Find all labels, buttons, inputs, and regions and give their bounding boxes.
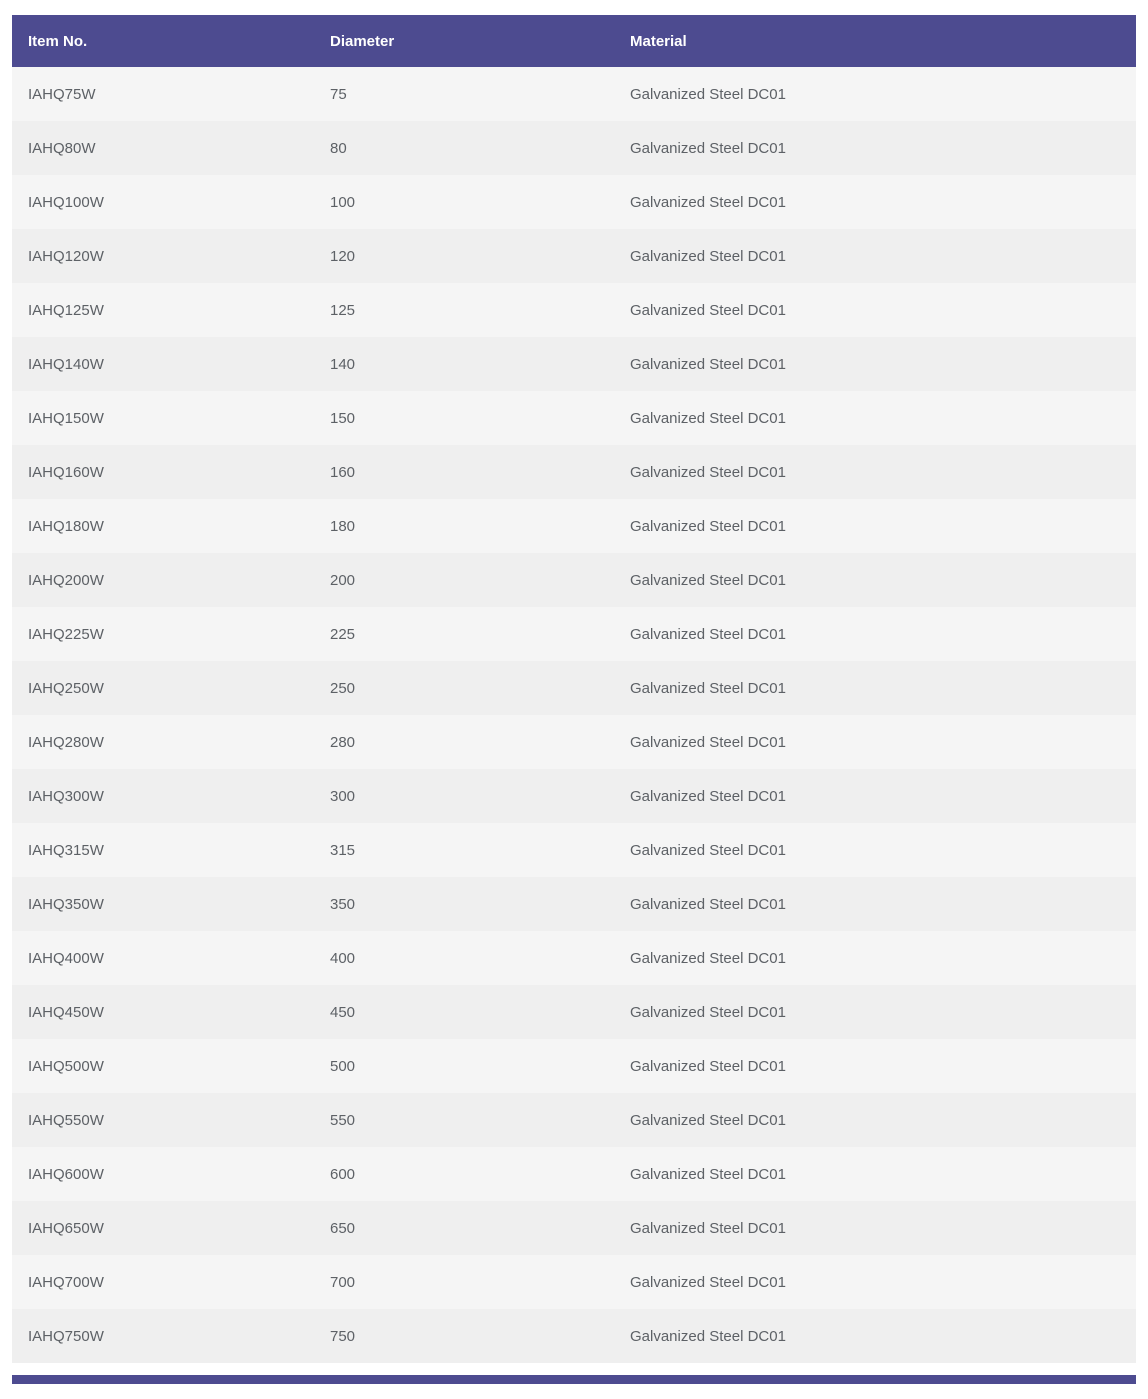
table-row <box>12 121 1136 175</box>
item-no-cell: IAHQ450W <box>12 985 314 1039</box>
diameter-cell: 315 <box>314 823 614 877</box>
diameter-cell: 750 <box>314 1309 614 1363</box>
material-cell: Galvanized Steel DC01 <box>614 769 1136 823</box>
item-no-cell: IAHQ80W <box>12 121 314 175</box>
table-row <box>12 283 1136 337</box>
diameter-cell: 450 <box>314 985 614 1039</box>
diameter-cell: 400 <box>314 931 614 985</box>
table-row <box>12 985 1136 1039</box>
item-no-cell: IAHQ350W <box>12 877 314 931</box>
table-row <box>12 769 1136 823</box>
table-row <box>12 1039 1136 1093</box>
material-cell: Galvanized Steel DC01 <box>614 715 1136 769</box>
material-cell: Galvanized Steel DC01 <box>614 1039 1136 1093</box>
material-cell: Galvanized Steel DC01 <box>614 1093 1136 1147</box>
item-no-cell: IAHQ100W <box>12 175 314 229</box>
material-cell: Galvanized Steel DC01 <box>614 283 1136 337</box>
material-cell: Galvanized Steel DC01 <box>614 391 1136 445</box>
item-no-cell: IAHQ700W <box>12 1255 314 1309</box>
material-cell: Galvanized Steel DC01 <box>614 1309 1136 1363</box>
material-cell: Galvanized Steel DC01 <box>614 445 1136 499</box>
material-cell: Galvanized Steel DC01 <box>614 661 1136 715</box>
material-cell: Galvanized Steel DC01 <box>614 985 1136 1039</box>
item-no-cell: IAHQ160W <box>12 445 314 499</box>
item-no-cell: IAHQ750W <box>12 1309 314 1363</box>
diameter-cell: 700 <box>314 1255 614 1309</box>
diameter-cell: 225 <box>314 607 614 661</box>
diameter-cell: 500 <box>314 1039 614 1093</box>
table-row <box>12 1147 1136 1201</box>
item-no-cell: IAHQ200W <box>12 553 314 607</box>
item-no-cell: IAHQ300W <box>12 769 314 823</box>
diameter-cell: 250 <box>314 661 614 715</box>
table-row <box>12 67 1136 121</box>
table-row <box>12 229 1136 283</box>
material-cell: Galvanized Steel DC01 <box>614 499 1136 553</box>
next-table-header-strip <box>12 1375 1136 1384</box>
table-row <box>12 931 1136 985</box>
table-row <box>12 661 1136 715</box>
item-no-cell: IAHQ315W <box>12 823 314 877</box>
item-no-cell: IAHQ600W <box>12 1147 314 1201</box>
table-row <box>12 877 1136 931</box>
item-no-cell: IAHQ550W <box>12 1093 314 1147</box>
material-cell: Galvanized Steel DC01 <box>614 337 1136 391</box>
item-no-cell: IAHQ250W <box>12 661 314 715</box>
table-row <box>12 337 1136 391</box>
material-cell: Galvanized Steel DC01 <box>614 121 1136 175</box>
material-cell: Galvanized Steel DC01 <box>614 229 1136 283</box>
item-no-cell: IAHQ225W <box>12 607 314 661</box>
diameter-cell: 650 <box>314 1201 614 1255</box>
diameter-cell: 150 <box>314 391 614 445</box>
item-no-cell: IAHQ280W <box>12 715 314 769</box>
material-cell: Galvanized Steel DC01 <box>614 931 1136 985</box>
item-no-cell: IAHQ125W <box>12 283 314 337</box>
diameter-cell: 180 <box>314 499 614 553</box>
item-no-cell: IAHQ500W <box>12 1039 314 1093</box>
table-row <box>12 823 1136 877</box>
material-cell: Galvanized Steel DC01 <box>614 877 1136 931</box>
table-row <box>12 1093 1136 1147</box>
item-no-cell: IAHQ120W <box>12 229 314 283</box>
column-header-material: Material <box>614 15 1136 67</box>
table-row <box>12 607 1136 661</box>
table-body <box>12 67 1136 1363</box>
product-spec-table <box>12 15 1136 1363</box>
table-row <box>12 499 1136 553</box>
table-row <box>12 1255 1136 1309</box>
header-row <box>12 15 1136 67</box>
diameter-cell: 140 <box>314 337 614 391</box>
material-cell: Galvanized Steel DC01 <box>614 1201 1136 1255</box>
diameter-cell: 160 <box>314 445 614 499</box>
diameter-cell: 80 <box>314 121 614 175</box>
item-no-cell: IAHQ650W <box>12 1201 314 1255</box>
diameter-cell: 300 <box>314 769 614 823</box>
table-row <box>12 391 1136 445</box>
column-header-diameter: Diameter <box>314 15 614 67</box>
material-cell: Galvanized Steel DC01 <box>614 1147 1136 1201</box>
material-cell: Galvanized Steel DC01 <box>614 823 1136 877</box>
item-no-cell: IAHQ400W <box>12 931 314 985</box>
item-no-cell: IAHQ150W <box>12 391 314 445</box>
table-row <box>12 175 1136 229</box>
table-row <box>12 553 1136 607</box>
diameter-cell: 75 <box>314 67 614 121</box>
product-spec-section <box>12 15 1136 1363</box>
table-row <box>12 1201 1136 1255</box>
diameter-cell: 280 <box>314 715 614 769</box>
material-cell: Galvanized Steel DC01 <box>614 553 1136 607</box>
item-no-cell: IAHQ180W <box>12 499 314 553</box>
diameter-cell: 200 <box>314 553 614 607</box>
material-cell: Galvanized Steel DC01 <box>614 1255 1136 1309</box>
item-no-cell: IAHQ140W <box>12 337 314 391</box>
material-cell: Galvanized Steel DC01 <box>614 607 1136 661</box>
diameter-cell: 125 <box>314 283 614 337</box>
diameter-cell: 600 <box>314 1147 614 1201</box>
table-row <box>12 445 1136 499</box>
material-cell: Galvanized Steel DC01 <box>614 67 1136 121</box>
column-header-item-no: Item No. <box>12 15 314 67</box>
diameter-cell: 120 <box>314 229 614 283</box>
material-cell: Galvanized Steel DC01 <box>614 175 1136 229</box>
diameter-cell: 100 <box>314 175 614 229</box>
diameter-cell: 550 <box>314 1093 614 1147</box>
item-no-cell: IAHQ75W <box>12 67 314 121</box>
diameter-cell: 350 <box>314 877 614 931</box>
table-row <box>12 1309 1136 1363</box>
table-row <box>12 715 1136 769</box>
table-header <box>12 15 1136 67</box>
